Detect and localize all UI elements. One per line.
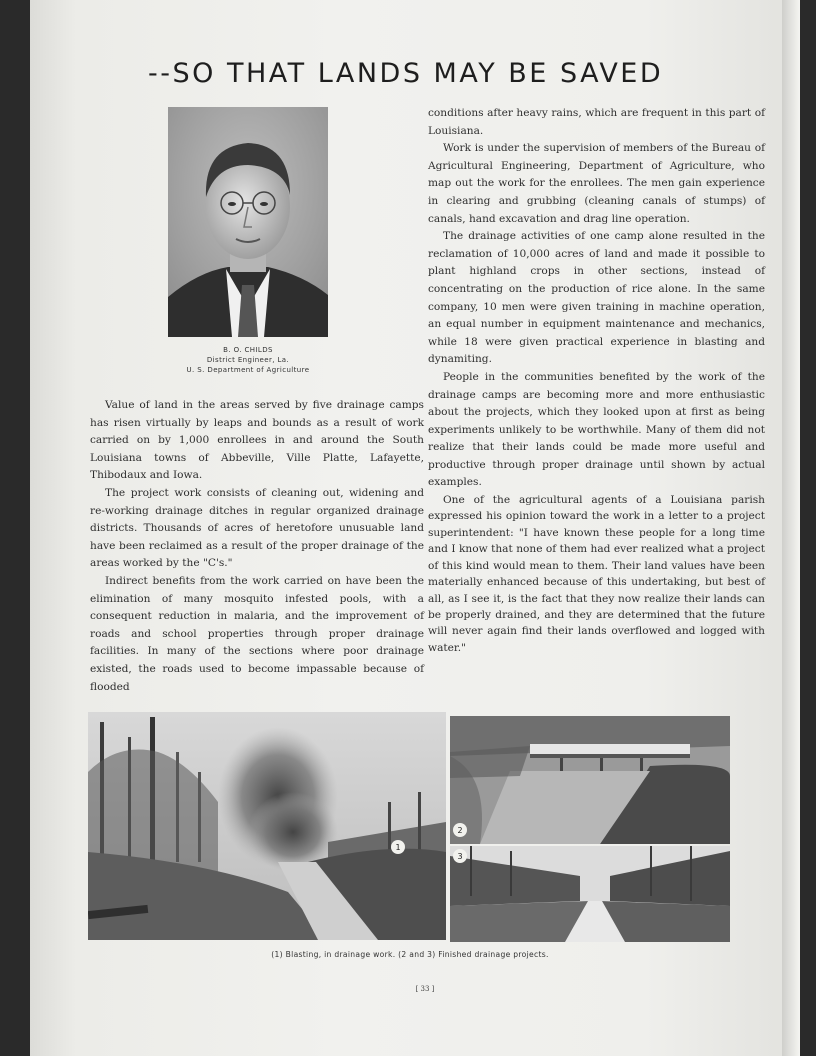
canal-illustration	[450, 846, 730, 942]
portrait-department: U. S. Department of Agriculture	[186, 366, 310, 374]
portrait-name: B. O. CHILDS	[223, 346, 273, 354]
portrait-position: District Engineer, La.	[206, 356, 290, 364]
portrait-photo	[168, 107, 328, 337]
blasting-photo	[88, 712, 446, 940]
paragraph: Value of land in the areas served by five drainage camps has risen virtually by leaps and bounds as a result of work carried on by 1,000 enrollees in and around the South Louisiana towns of Abbeville, Ville Platte, Lafayette, Thibodaux and Iowa.	[90, 399, 424, 482]
blasting-illustration	[88, 712, 446, 940]
right-text-column	[428, 105, 765, 656]
paragraph: The drainage activities of one camp alone resulted in the reclamation of 10,000 acres of land and made it possible to plant highland crops in other sections, instead of concentrating on the production of rice alone. In the same company, 10 men were given training in machine operation, an equal number in equipment maintenance and mechanics, while 18 were given practical experience in blasting and dynamiting.	[428, 230, 765, 366]
photo-label-3: 3	[457, 852, 463, 861]
paragraph: Work is under the supervision of members of the Bureau of Agricultural Engineering, Department of Agriculture, who map out the work for the enrollees. The men gain experience in clearing and grubbing (cleaning canals of stumps) of canals, hand excavation and drag line operation.	[428, 142, 765, 225]
left-text-column	[90, 397, 424, 696]
paragraph: One of the agricultural agents of a Louisiana parish expressed his opinion toward the work in a letter to a project superintendent: "I have known these people for a long time and I know that none of them had ever realized what a project of this kind would mean to them. Their land values have been materially enhanced because of this undertaking, but best of all, as I see it, is the fact that they now realize their lands can be properly drained, and they are determined that the future will never again find their lands overflowed and logged with water."	[428, 494, 765, 654]
portrait-illustration	[168, 107, 328, 337]
page-number: [ 33 ]	[415, 985, 435, 993]
page-edge	[782, 0, 800, 1056]
paragraph: Indirect benefits from the work carried on have been the elimination of many mosquito infested pools, with a consequent reduction in malaria, and the improvement of roads and school properties through proper drainage facilities. In many of the sections where poor drainage existed, the roads used to become impassable because of flooded	[90, 574, 424, 693]
bridge-illustration	[450, 716, 730, 844]
canal-photo	[450, 846, 730, 942]
paragraph: People in the communities benefited by the work of the drainage camps are becoming more and more enthusiastic about the projects, which they looked upon at first as being experiments unlikely to be worthwhile. Many of them did not realize that their lands could be made more useful and productive through proper drainage until shown by actual examples.	[428, 370, 765, 489]
bridge-photo	[450, 716, 730, 844]
page-title: --SO THAT LANDS MAY BE SAVED	[148, 58, 664, 89]
paragraph: conditions after heavy rains, which are frequent in this part of Louisiana.	[428, 107, 765, 137]
photo-caption: (1) Blasting, in drainage work. (2 and 3) Finished drainage projects.	[271, 950, 549, 959]
portrait-caption	[148, 345, 348, 375]
photo-label-2: 2	[457, 826, 463, 835]
page	[30, 0, 800, 1056]
paragraph: The project work consists of cleaning out, widening and re-working drainage ditches in regular organized drainage districts. Thousands of acres of heretofore unusuable land have been reclaimed as a result of the proper drainage of the areas worked by the "C's."	[90, 486, 424, 570]
photo-label-1: 1	[395, 843, 401, 852]
